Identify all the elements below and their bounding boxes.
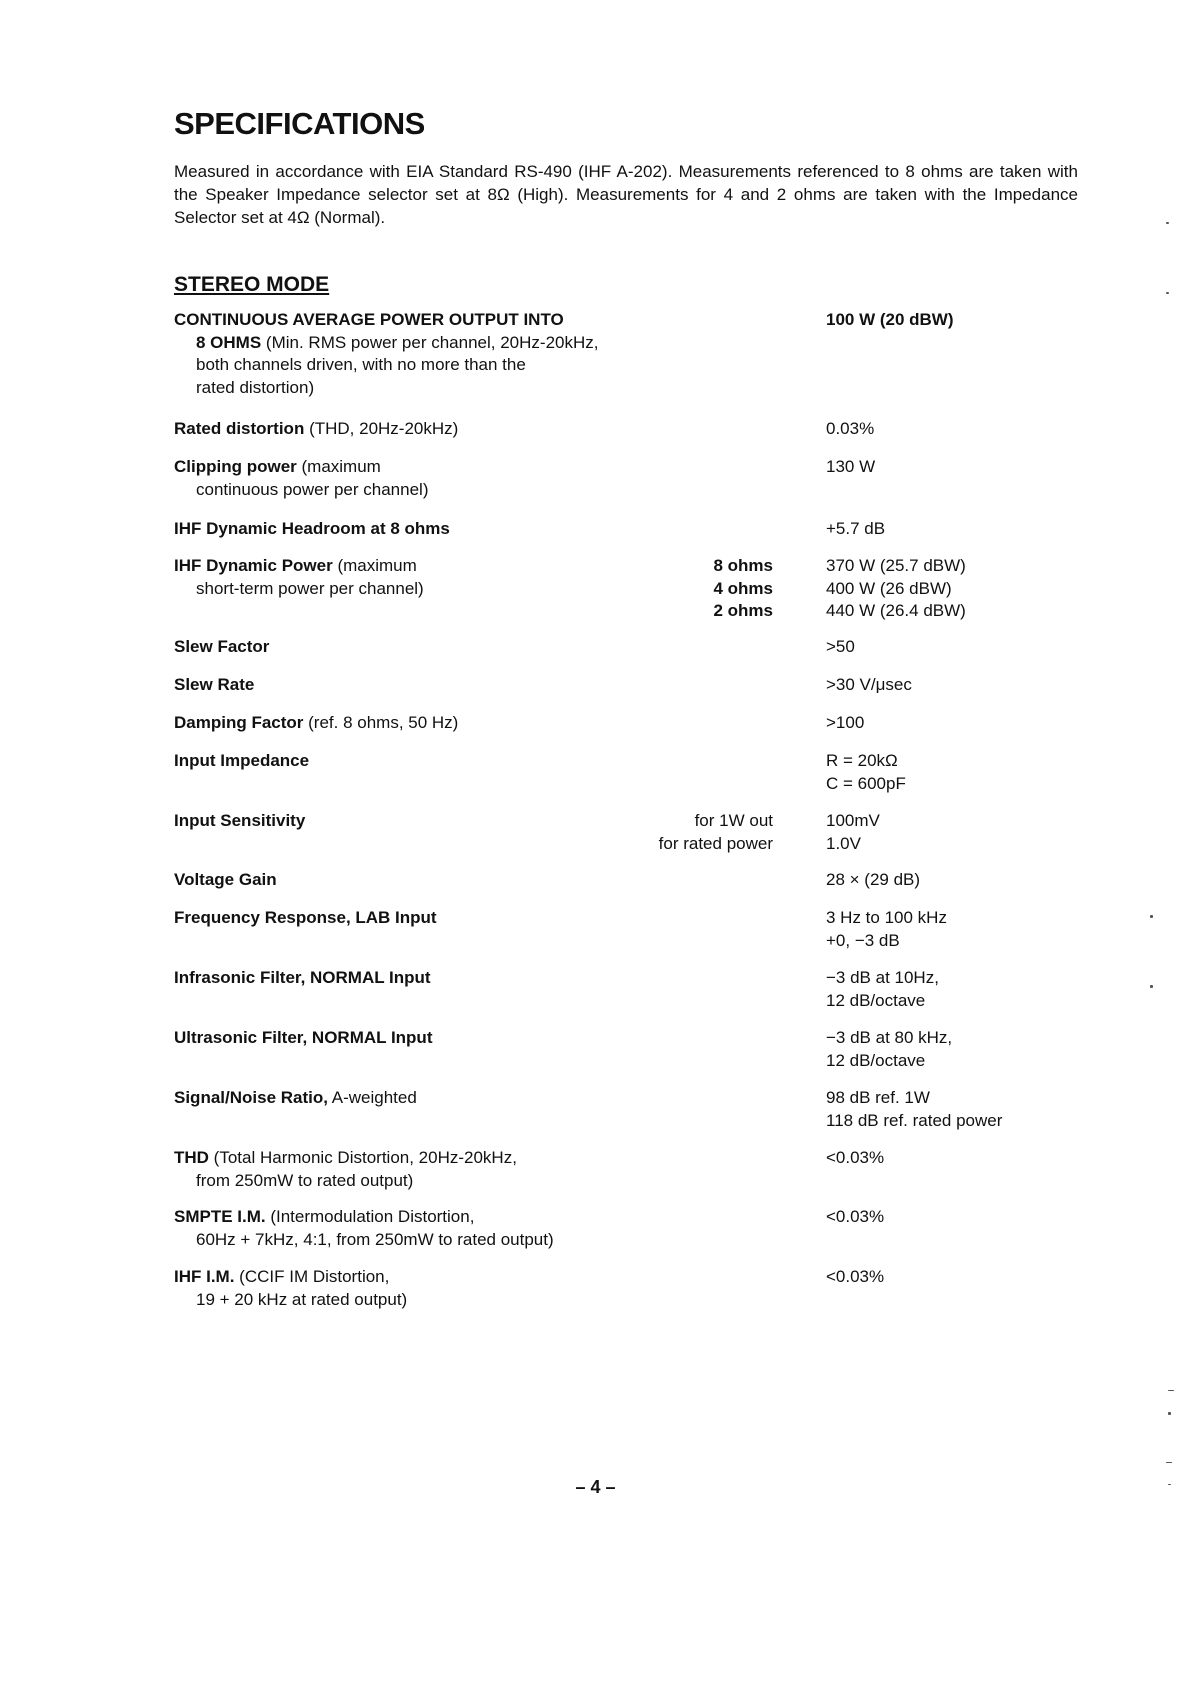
spec-label-text: from 250mW to rated output) [196,1170,414,1190]
spec-label-text: (maximum [332,556,417,575]
spec-label-text: (Min. RMS power per channel, 20Hz-20kHz, [261,332,599,352]
spec-label-text: (maximum [296,457,381,476]
spec-value: 3 Hz to 100 kHz [826,908,947,927]
spec-label [174,456,694,501]
spec-label-text: A-weighted [327,1088,417,1107]
spec-value: <0.03% [826,1148,885,1167]
scan-speck [1168,1412,1171,1415]
spec-value: 370 W (25.7 dBW) [826,556,966,575]
spec-label-bold: Frequency Response, LAB Input [174,908,437,927]
spec-label-text: rated distortion) [196,377,315,397]
spec-value-list [826,1027,1156,1072]
spec-label-bold: Slew Factor [174,637,270,656]
spec-label-bold: Signal/Noise Ratio, [174,1088,328,1107]
scan-speck [1150,915,1153,918]
spec-label [174,309,694,399]
spec-label-bold: IHF I.M. [174,1267,235,1286]
spec-label [174,1087,694,1110]
spec-value: C = 600pF [826,773,906,793]
page-number: – 4 – [575,1477,616,1497]
spec-label [174,1206,734,1251]
spec-value: 12 dB/octave [826,1050,926,1070]
spec-label-bold: IHF Dynamic Power [174,556,333,575]
spec-condition-list [560,555,773,623]
spec-value: 100mV [826,811,880,830]
spec-label-text: (Total Harmonic Distortion, 20Hz-20kHz, [208,1148,517,1167]
spec-value-list [826,750,1156,795]
spec-label-text: both channels driven, with no more than the [196,355,526,374]
spec-label-text: short-term power per channel) [196,578,424,598]
spec-label-bold: SMPTE I.M. [174,1207,266,1226]
spec-value: >50 [826,637,855,656]
scan-speck [1168,1484,1171,1485]
spec-label [174,418,694,441]
spec-value-list [826,967,1156,1012]
spec-label-text: 19 + 20 kHz at rated output) [196,1289,408,1309]
scan-speck [1166,292,1169,294]
spec-label-text: continuous power per channel) [196,479,429,499]
spec-value: −3 dB at 10Hz, [826,968,939,987]
spec-value-list [826,555,1156,623]
spec-label-bold: Clipping power [174,457,297,476]
spec-value: 130 W [826,457,876,476]
spec-label-bold: Voltage Gain [174,870,277,889]
spec-label-bold: Input Impedance [174,751,310,770]
spec-label-bold: Infrasonic Filter, NORMAL Input [174,968,431,987]
spec-label-text: (THD, 20Hz-20kHz) [304,419,459,438]
intro-paragraph: Measured in accordance with EIA Standard RS-490 (IHF A-202). Measurements referenced to 8 ohms are taken with the Speaker Impedance selector set at 8Ω (High). Measurements for 4 and 2 ohms are taken with the Impedance Selector set at 4Ω (Normal). [174,162,1078,227]
spec-condition-list [560,810,773,855]
spec-value: 400 W (26 dBW) [826,578,952,598]
spec-value: <0.03% [826,1267,885,1286]
spec-label-bold: Slew Rate [174,675,255,694]
spec-value: 0.03% [826,419,875,438]
spec-value: >30 V/μsec [826,675,912,694]
spec-value-list [826,907,1156,952]
spec-label-bold: IHF Dynamic Headroom at 8 ohms [174,519,450,538]
spec-value: <0.03% [826,1207,885,1226]
spec-label-bold: Input Sensitivity [174,811,306,830]
spec-condition: 8 ohms [713,556,773,575]
spec-label-text: (ref. 8 ohms, 50 Hz) [303,713,459,732]
spec-value-list [826,810,1156,855]
spec-value: −3 dB at 80 kHz, [826,1028,953,1047]
spec-condition: 4 ohms [713,578,773,598]
spec-label [174,1266,694,1311]
page-title: SPECIFICATIONS [174,106,425,141]
scan-speck [1168,1390,1174,1391]
spec-condition: for rated power [658,833,773,853]
spec-label [174,712,694,735]
scan-speck [1166,222,1169,224]
spec-value: 118 dB ref. rated power [826,1110,1003,1130]
spec-label-text: 60Hz + 7kHz, 4:1, from 250mW to rated output) [196,1229,554,1249]
spec-value: +5.7 dB [826,519,886,538]
spec-label-bold: CONTINUOUS AVERAGE POWER OUTPUT INTO [174,310,564,329]
spec-condition: 2 ohms [713,601,773,620]
spec-label-text: (Intermodulation Distortion, [265,1207,475,1226]
spec-value: 440 W (26.4 dBW) [826,601,966,620]
spec-value: >100 [826,713,865,732]
spec-label-bold: Rated distortion [174,419,305,438]
section-heading-stereo-mode: STEREO MODE [174,273,330,296]
spec-value: 1.0V [826,833,861,853]
spec-value: 12 dB/octave [826,990,926,1010]
spec-label-bold: Damping Factor [174,713,304,732]
spec-value-list [826,1087,1156,1132]
spec-value: 28 × (29 dB) [826,870,921,889]
spec-label-bold: 8 OHMS [196,332,262,352]
spec-value: 100 W (20 dBW) [826,310,954,329]
spec-label [174,1147,694,1192]
spec-value: R = 20kΩ [826,751,898,770]
scan-speck [1150,985,1153,988]
spec-value: 98 dB ref. 1W [826,1088,930,1107]
spec-label-text: (CCIF IM Distortion, [234,1267,390,1286]
spec-condition: for 1W out [694,811,773,830]
spec-label-bold: THD [174,1148,209,1167]
spec-label-bold: Ultrasonic Filter, NORMAL Input [174,1028,433,1047]
scan-speck [1166,1462,1172,1463]
spec-value: +0, −3 dB [826,930,900,950]
